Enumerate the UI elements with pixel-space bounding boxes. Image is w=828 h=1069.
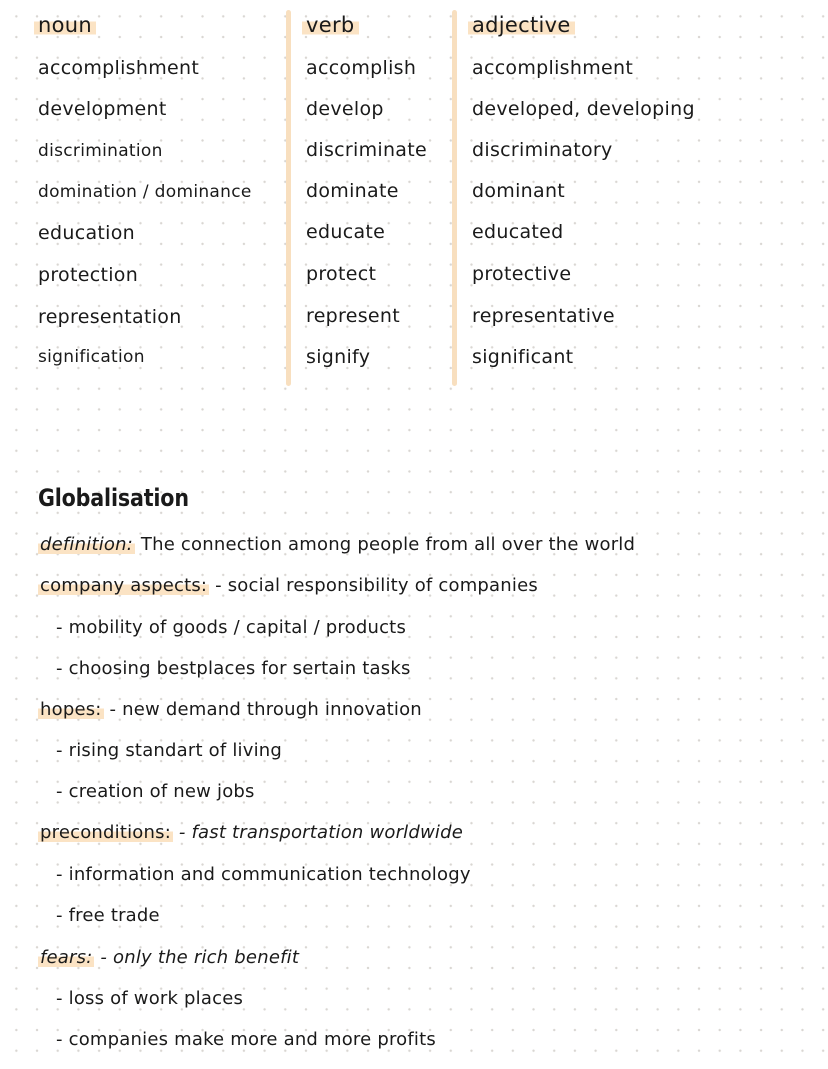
noun-header: noun: [38, 13, 96, 37]
definition-label: definition:: [40, 534, 133, 555]
definition-line: [38, 533, 635, 557]
noun-cell: development: [38, 98, 167, 120]
noun-cell: domination / dominance: [38, 182, 252, 202]
hopes-label: hopes:: [40, 699, 102, 720]
definition-text: The connection among people from all over the world: [140, 534, 636, 555]
verb-cell: educate: [306, 221, 386, 243]
section-title: Globalisation: [38, 484, 189, 512]
list-item: - companies make more and more profits: [56, 1029, 436, 1050]
company-aspects-line: [38, 574, 538, 598]
adjective-cell: accomplishment: [472, 57, 634, 79]
list-item: - choosing bestplaces for sertain tasks: [56, 658, 411, 679]
verb-header: verb: [306, 13, 359, 37]
list-item: - mobility of goods / capital / products: [56, 617, 407, 638]
verb-cell: accomplish: [306, 57, 417, 79]
preconditions-label: preconditions:: [40, 822, 171, 843]
adjective-cell: discriminatory: [472, 139, 613, 161]
adjective-cell: significant: [472, 346, 574, 368]
fears-label: fears:: [40, 947, 93, 968]
list-item: - creation of new jobs: [56, 781, 255, 802]
noun-cell: discrimination: [38, 141, 163, 161]
list-item: - fast transportation worldwide: [178, 822, 464, 843]
verb-cell: dominate: [306, 180, 399, 202]
company-aspects-label: company aspects:: [40, 575, 208, 596]
adjective-cell: dominant: [472, 180, 566, 202]
hopes-line: [38, 698, 422, 722]
adjective-cell: representative: [472, 305, 615, 327]
column-divider-2: [452, 10, 457, 386]
list-item: - new demand through innovation: [109, 699, 422, 720]
noun-cell: education: [38, 222, 135, 244]
adjective-cell: developed, developing: [472, 98, 695, 120]
verb-cell: protect: [306, 263, 377, 285]
preconditions-line: [38, 821, 463, 845]
noun-cell: accomplishment: [38, 57, 200, 79]
word-forms-table: [0, 0, 828, 390]
list-item: - loss of work places: [56, 988, 244, 1009]
adjective-cell: protective: [472, 263, 572, 285]
adjective-cell: educated: [472, 221, 564, 243]
fears-line: [38, 946, 299, 970]
list-item: - only the rich benefit: [100, 947, 300, 968]
verb-cell: represent: [306, 305, 401, 327]
noun-cell: representation: [38, 306, 182, 328]
verb-cell: develop: [306, 98, 384, 120]
noun-cell: protection: [38, 264, 139, 286]
noun-cell: signification: [38, 347, 145, 367]
verb-cell: signify: [306, 346, 371, 368]
list-item: - information and communication technology: [56, 864, 471, 885]
list-item: - rising standart of living: [56, 740, 283, 761]
verb-cell: discriminate: [306, 139, 427, 161]
column-divider-1: [286, 10, 291, 386]
list-item: - social responsibility of companies: [215, 575, 538, 596]
list-item: - free trade: [56, 905, 160, 926]
adjective-header: adjective: [472, 13, 575, 37]
